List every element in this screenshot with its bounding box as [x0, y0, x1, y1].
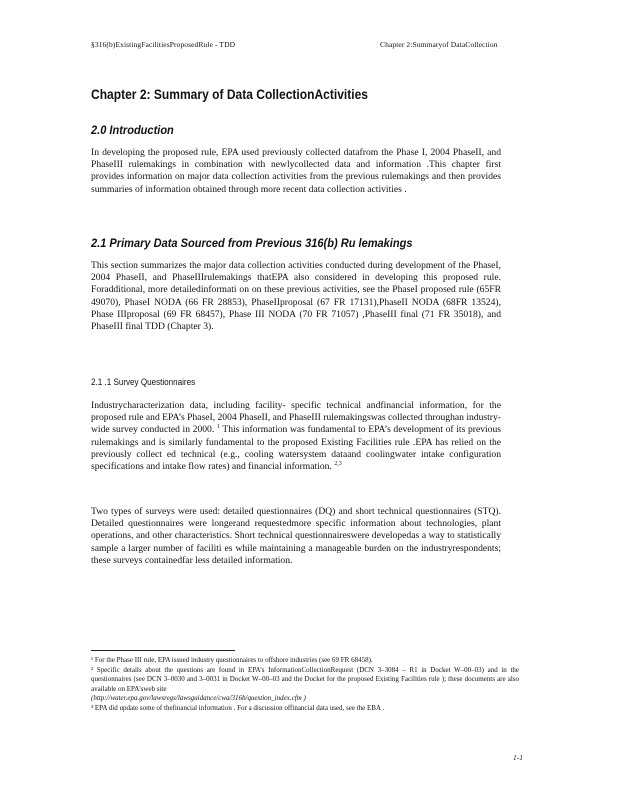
running-header-left: §316(b)ExistingFacilitiesProposedRule - TDD [91, 40, 236, 49]
footnote-1: ¹ For the Phase III rule, EPA issued industry questionnaires to offshore industries (see 69 FR 68458). [91, 656, 373, 664]
footnote-2: ² Specific details about the questions are found in EPA’s InformationCollectionRequest (DCN 3‒3084 ‒ R1 in Docket W‒00‒03) and in the questionnaires (see DCN 3‒0030 and 3‒0031 in Docket W‒00‒03 and the Docket for the proposed Existing Facilities rule ); these documents are also available on EPA'sweb site [91, 665, 519, 693]
survey-1-text-a: Industrycharacterization data, including facility- specific technical andfinancial information, for the proposed rule and EPA’s PhaseI, 2004 PhaseII, and PhaseIII rulemakingswas collected throughan industry-wide survey conducted in 2000. [91, 400, 501, 436]
survey-1-text-b: This information was fundamental to EPA’s development of its previous rulemakings and is similarly fundamental to the proposed Existing Facilities rule .EPA has relied on the previously collect ed technical (e.g., cooling watersystem dataand coolingwater intake configuration specifications and intake flow rates) and financial information. [91, 424, 501, 473]
footnotes [91, 656, 519, 714]
page-number: 1-1 [513, 753, 523, 762]
footnote-2-url: (http://water.epa.gov/lawsregs/lawsguidance/cwa/316b/question_index.cfm ) [91, 694, 306, 703]
running-header-right: Chapter 2:Summaryof DataCollection [380, 40, 498, 49]
paragraph-survey-1 [91, 400, 501, 473]
paragraph-primary-data: This section summarizes the major data collection activities conducted during development of the PhaseI, 2004 PhaseII, and PhaseIIIrulemakings thatEPA also considered in developing this proposed rule. Foradditional, more detailedinformati on on these previous activities, see the PhaseI proposed rule (65FR 49070), PhaseI NODA (66 FR 28853), PhaseIIproposal (67 FR 17131),PhaseII NODA (68FR 13524), Phase IIIproposal (69 FR 68457), Phase III NODA (70 FR 71057) ,PhaseIII final (71 FR 35018), and PhaseIII final TDD (Chapter 3). [91, 260, 501, 333]
heading-primary-data: 2.1 Primary Data Sourced from Previous 316(b) Ru lemakings [91, 236, 413, 250]
chapter-title: Chapter 2: Summary of Data CollectionActivities [91, 86, 368, 102]
heading-introduction: 2.0 Introduction [91, 123, 174, 137]
heading-survey-questionnaires: 2.1 .1 Survey Questionnaires [91, 377, 196, 388]
paragraph-introduction: In developing the proposed rule, EPA used previously collected datafrom the Phase I, 2004 PhaseII, and PhaseIII rulemakings in combination with newlycollected data and information .This chapter first provides information on major data collection activities from the previous rulemakings and then provides summaries of information obtained through more recent data collection activities . [91, 147, 501, 195]
footnote-3: ³ EPA did update some of thefinancial information . For a discussion offinancial data used, see the EBA . [91, 703, 385, 712]
paragraph-survey-2: Two types of surveys were used: detailed questionnaires (DQ) and short technical questionnaires (STQ). Detailed questionnaires were longerand requestedmore specific information about technologies, plant operations, and other characteristics. Short technical questionnaireswere developedas a way to statistically sample a larger number of faciliti es while maintaining a manageable burden on the industryrespondents; these surveys containedfar less detailed information. [91, 506, 501, 566]
footnote-ref-1: 1 [216, 424, 220, 431]
footnote-ref-2-3: 2,3 [334, 461, 342, 468]
footnote-divider [91, 650, 235, 651]
